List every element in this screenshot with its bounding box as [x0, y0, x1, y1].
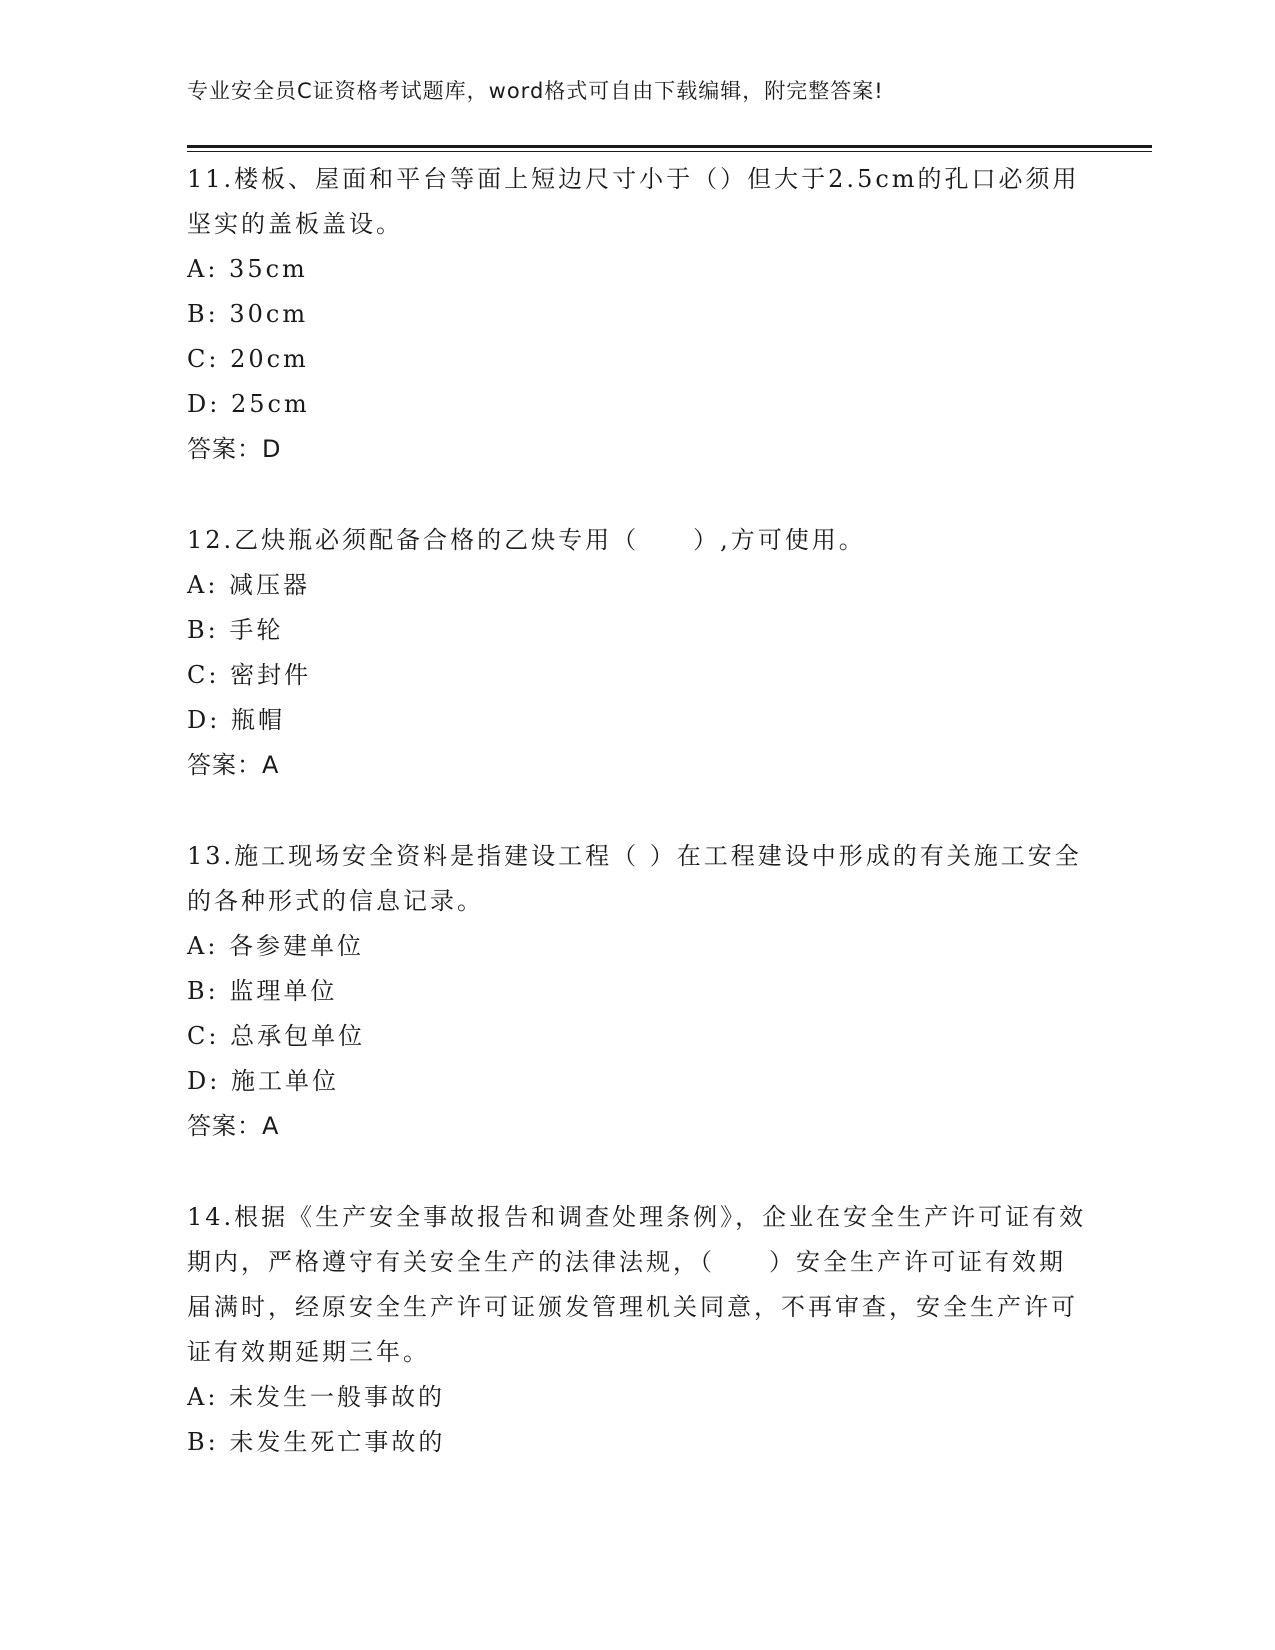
option-c: C: 20cm — [187, 345, 309, 373]
option-a: A: 35cm — [187, 255, 308, 283]
question-stem: 14.根据《生产安全事故报告和调查处理条例》，企业在安全生产许可证有效期内，严格遵守有关安全生产的法律法规，（ ）安全生产许可证有效期届满时，经原安全生产许可证颁发管理机关同意，不再审查，安全生产许可证有效期延期三年。 — [187, 1203, 1087, 1366]
option-a: A: 各参建单位 — [187, 932, 365, 960]
option-c: C: 总承包单位 — [187, 1022, 366, 1050]
option-d: D: 瓶帽 — [187, 706, 285, 734]
option-b: B: 未发生死亡事故的 — [187, 1428, 446, 1456]
option-b: B: 30cm — [187, 300, 309, 328]
option-a: A: 未发生一般事故的 — [187, 1383, 446, 1411]
question-stem: 13.施工现场安全资料是指建设工程（ ）在工程建设中形成的有关施工安全的各种形式的信息记录。 — [187, 842, 1082, 915]
question-13 — [187, 834, 1087, 1149]
header-rule-thin — [187, 151, 1152, 152]
question-stem: 11.楼板、屋面和平台等面上短边尺寸小于（）但大于2.5cm的孔口必须用坚实的盖板盖设。 — [187, 165, 1080, 238]
option-b: B: 手轮 — [187, 616, 284, 644]
option-c: C: 密封件 — [187, 661, 312, 689]
answer-line: 答案：D — [187, 435, 282, 463]
page-header: 专业安全员C证资格考试题库，word格式可自由下载编辑，附完整答案! — [187, 79, 884, 103]
option-a: A: 减压器 — [187, 571, 311, 599]
question-14 — [187, 1195, 1087, 1465]
answer-line: 答案：A — [187, 751, 280, 779]
question-12 — [187, 518, 1087, 788]
option-b: B: 监理单位 — [187, 977, 338, 1005]
question-stem: 12.乙炔瓶必须配备合格的乙炔专用（ ）,方可使用。 — [187, 526, 866, 554]
question-11 — [187, 157, 1087, 472]
header-rule-thick — [187, 145, 1152, 148]
option-d: D: 施工单位 — [187, 1067, 339, 1095]
option-d: D: 25cm — [187, 390, 310, 418]
answer-line: 答案：A — [187, 1112, 280, 1140]
question-list — [187, 157, 1087, 1511]
